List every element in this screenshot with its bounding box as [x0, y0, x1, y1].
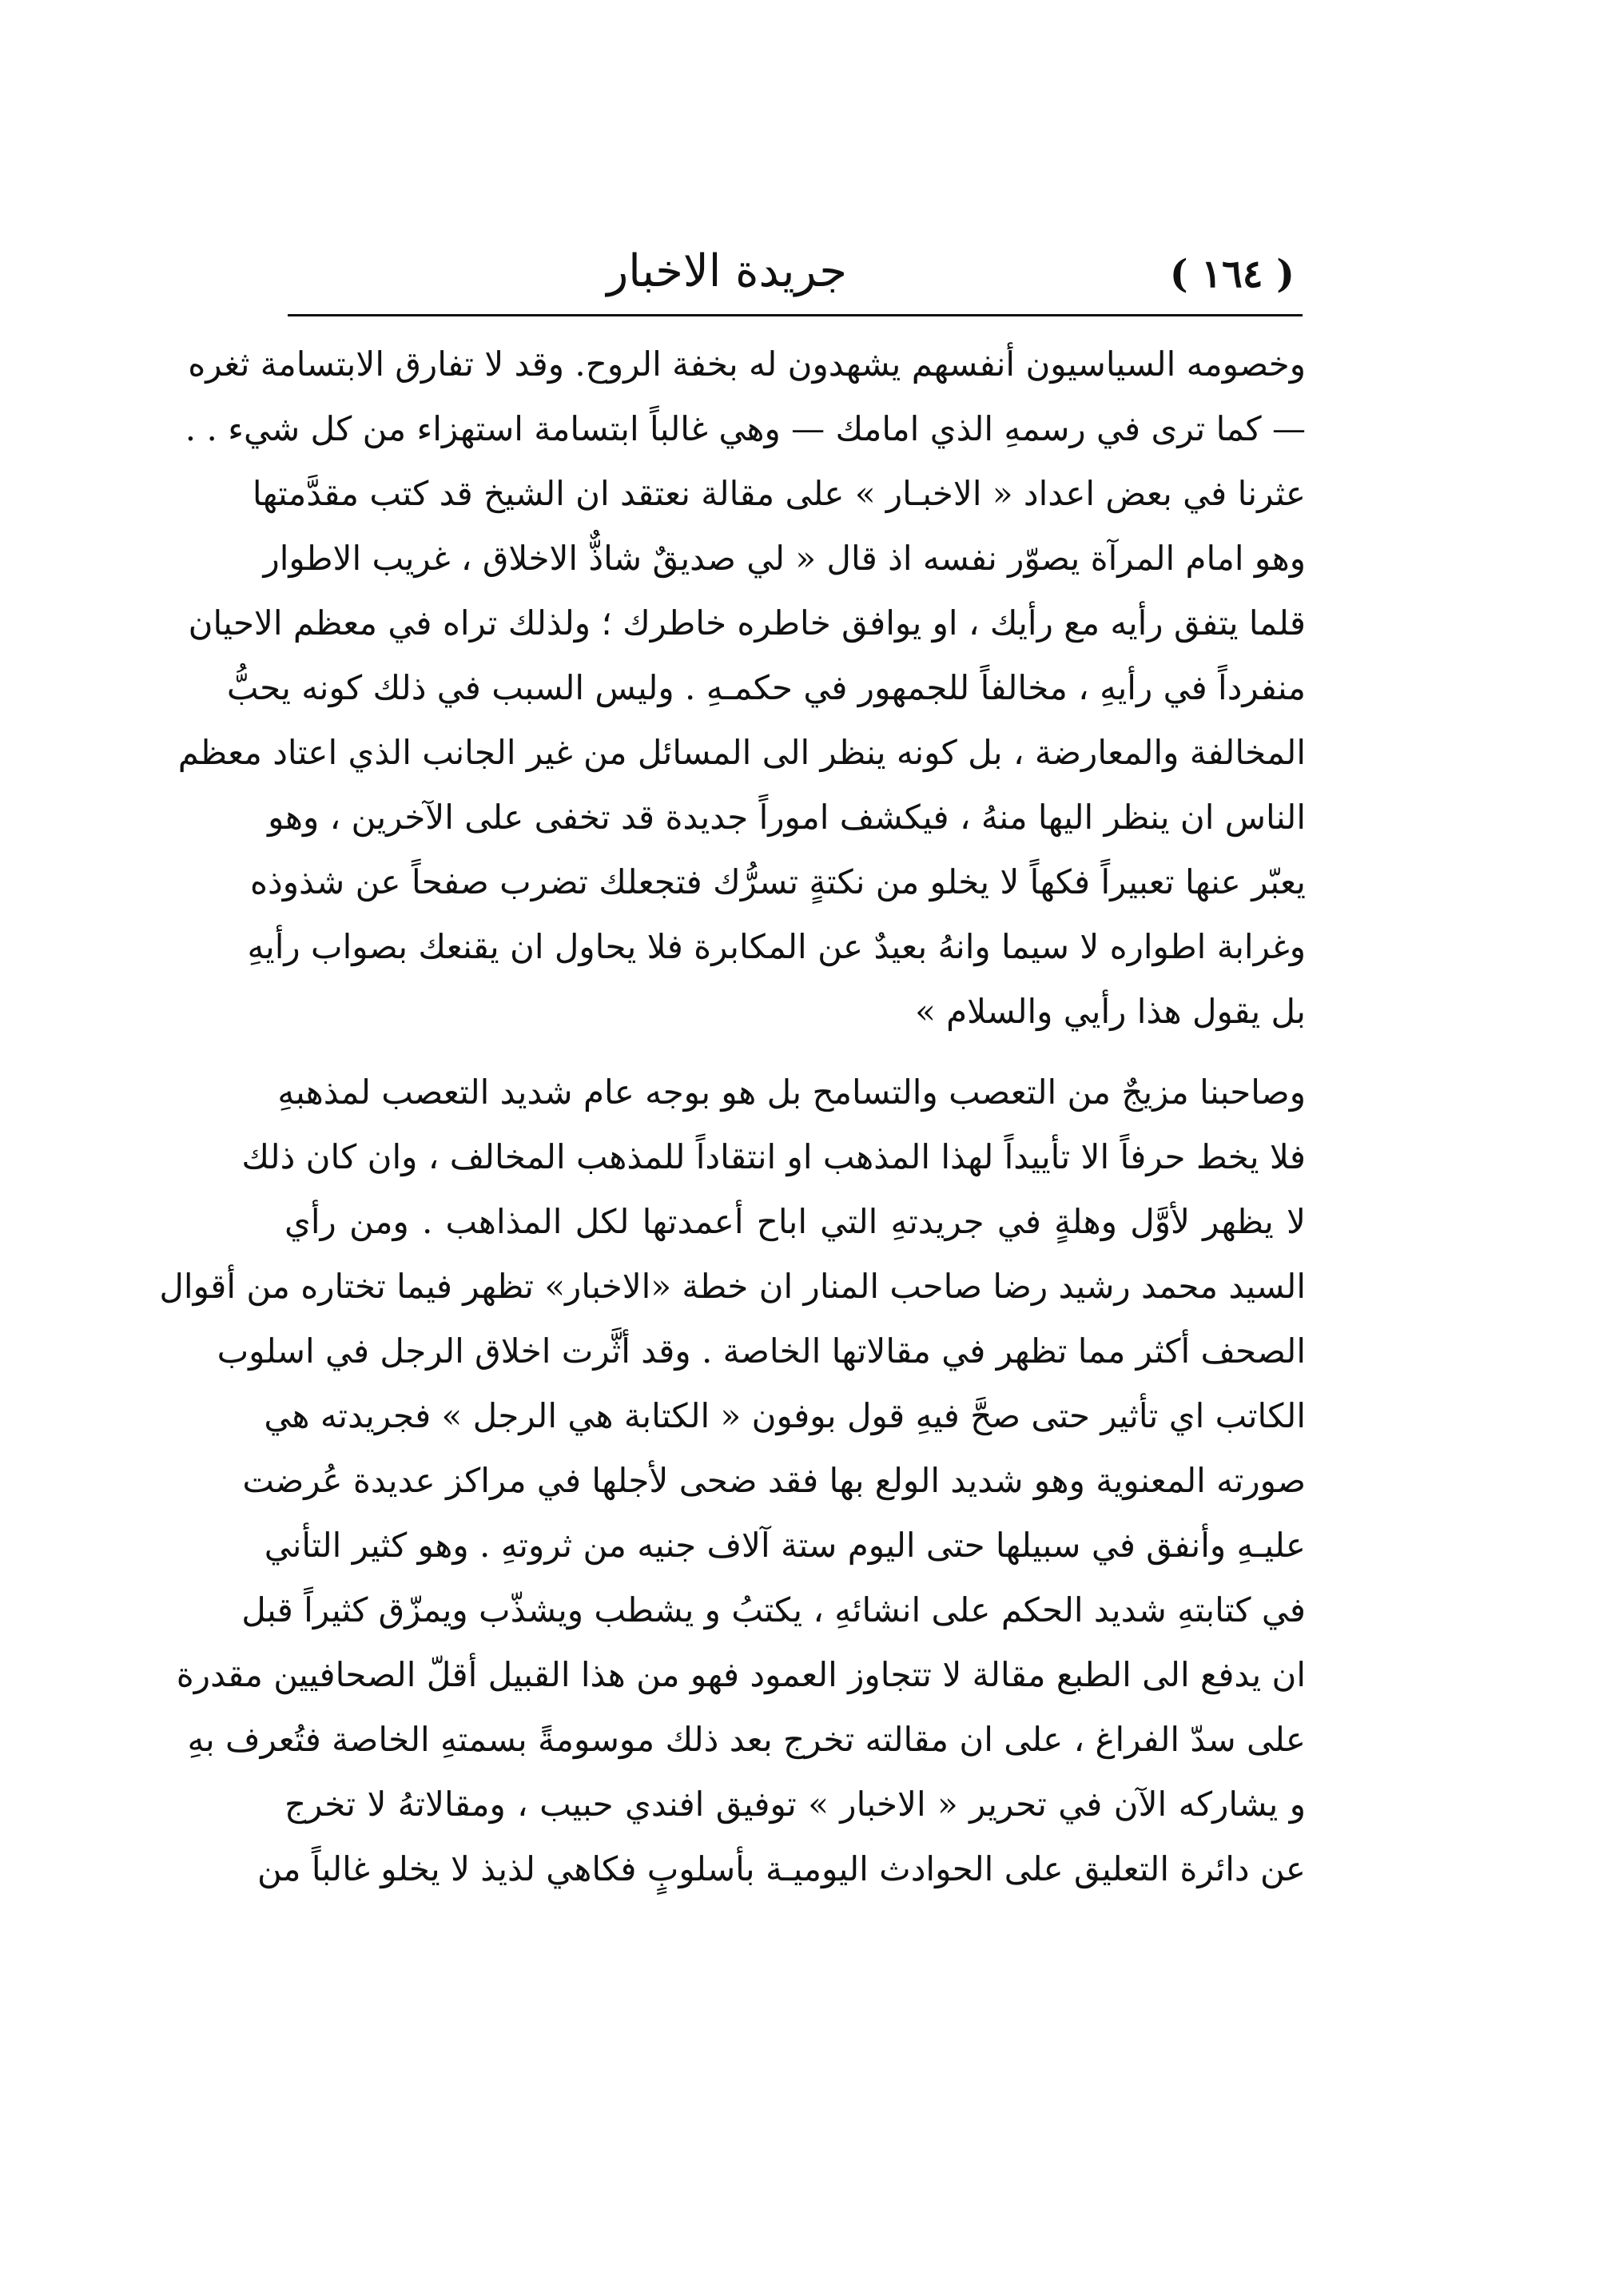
text-line: وصاحبنا مزيجٌ من التعصب والتسامح بل هو بوجه عام شديد التعصب لمذهبهِ [277, 1072, 1306, 1112]
text-line: ان يدفع الى الطبع مقالة لا تتجاوز العمود فهو من هذا القبيل أقلّ الصحافيين مقدرة [176, 1655, 1306, 1694]
paragraph-gap [284, 1044, 1306, 1060]
text-line: و يشاركه الآن في تحرير « الاخبار » توفيق افندي حبيب ، ومقالاتهُ لا تخرج [284, 1785, 1306, 1824]
paragraph-2 [159, 1060, 1306, 1772]
text-line: بل يقول هذا رأيي والسلام » [915, 992, 1306, 1031]
text-line: وهو امام المرآة يصوّر نفسه اذ قال « لي صديقٌ شاذٌّ الاخلاق ، غريب الاطوار [263, 539, 1306, 578]
text-line: المخالفة والمعارضة ، بل كونه ينظر الى المسائل من غير الجانب الذي اعتاد معظم [177, 733, 1306, 772]
text-line: قلما يتفق رأيه مع رأيك ، او يوافق خاطره خاطرك ؛ ولذلك تراه في معظم الاحيان [188, 603, 1306, 643]
text-line: لا يظهر لأوَّل وهلةٍ في جريدتهِ التي اباح أعمدتها لكل المذاهب . ومن رأي [284, 1202, 1306, 1241]
text-line: — كما ترى في رسمهِ الذي امامك — وهي غالباً ابتسامة استهزاء من كل شيء . . [185, 409, 1306, 448]
running-title: جريدة الاخبار [607, 245, 847, 297]
body-text [159, 332, 1306, 1901]
paragraph-1 [177, 332, 1306, 1044]
text-line: الكاتب اي تأثير حتى صحَّ فيهِ قول بوفون « الكتابة هي الرجل » فجريدته هي [264, 1396, 1306, 1435]
text-line: وخصومه السياسيون أنفسهم يشهدون له بخفة الروح. وقد لا تفارق الابتسامة ثغره [188, 344, 1306, 384]
text-line: الناس ان ينظر اليها منهُ ، فيكشف اموراً جديدة قد تخفى على الآخرين ، وهو [268, 798, 1306, 837]
text-line: صورته المعنوية وهو شديد الولع بها فقد ضحى لأجلها في مراكز عديدة عُرضت [242, 1461, 1306, 1500]
text-line: السيد محمد رشيد رضا صاحب المنار ان خطة «الاخبار» تظهر فيما تختاره من أقوال [159, 1267, 1306, 1306]
header-rule [288, 314, 1303, 316]
text-line: عن دائرة التعليق على الحوادث اليوميـة بأسلوبٍ فكاهي لذيذ لا يخلو غالباً من [257, 1849, 1306, 1888]
text-line: وغرابة اطواره لا سيما وانهُ بعيدٌ عن المكابرة فلا يحاول ان يقنعك بصواب رأيهِ [247, 927, 1306, 966]
text-line: الصحف أكثر مما تظهر في مقالاتها الخاصة . وقد أثَّرت اخلاق الرجل في اسلوب [217, 1331, 1306, 1371]
page-number: ( ١٦٤ ) [1169, 252, 1295, 296]
text-line: على سدّ الفراغ ، على ان مقالته تخرج بعد ذلك موسومةً بسمتهِ الخاصة فتُعرف بهِ [187, 1720, 1306, 1759]
page-header [288, 240, 1295, 312]
text-line: يعبّر عنها تعبيراً فكهاً لا يخلو من نكتةٍ تسرُّك فتجعلك تضرب صفحاً عن شذوذه [250, 862, 1306, 901]
text-line: في كتابتهِ شديد الحكم على انشائهِ ، يكتبُ و يشطب ويشذّب ويمزّق كثيراً قبل [241, 1590, 1306, 1629]
text-line: عثرنا في بعض اعداد « الاخبـار » على مقالة نعتقد ان الشيخ قد كتب مقدَّمتها [252, 474, 1306, 513]
text-line: عليـهِ وأنفق في سبيلها حتى اليوم ستة آلاف جنيه من ثروتهِ . وهو كثير التأني [264, 1526, 1306, 1565]
text-line: منفرداً في رأيهِ ، مخالفاً للجمهور في حكمـهِ . وليس السبب في ذلك كونه يحبُّ [226, 668, 1306, 707]
paragraph-3 [257, 1772, 1306, 1901]
text-line: فلا يخط حرفاً الا تأييداً لهذا المذهب او انتقاداً للمذهب المخالف ، وان كان ذلك [241, 1137, 1306, 1176]
